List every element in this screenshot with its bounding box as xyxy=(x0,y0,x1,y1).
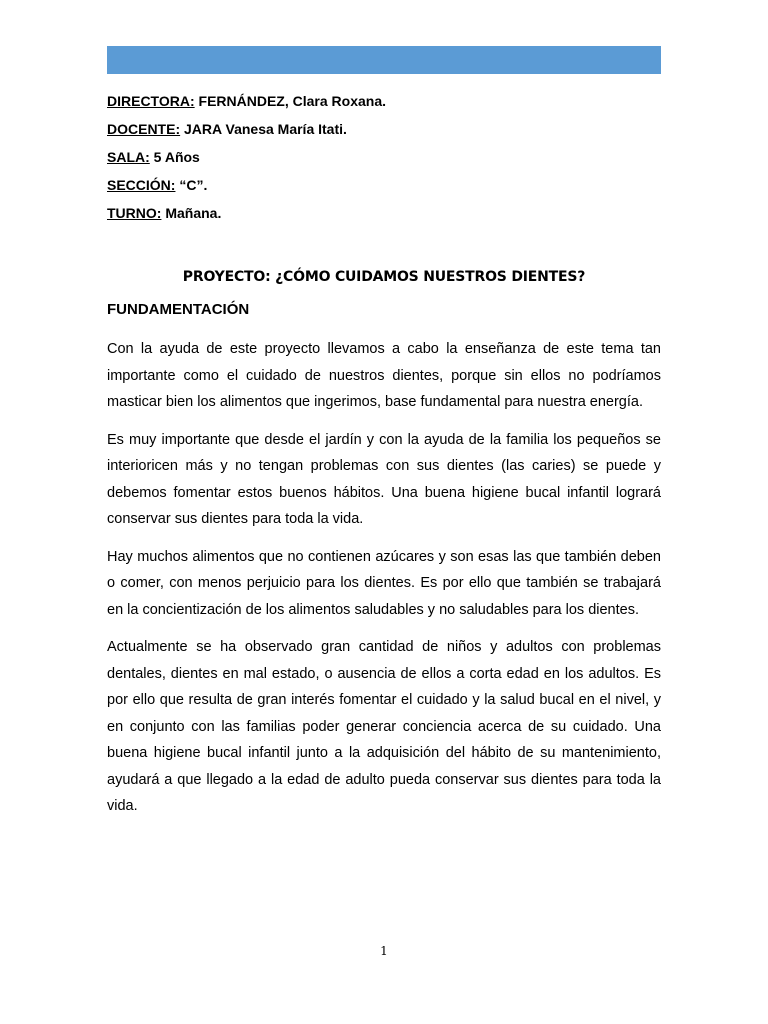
directora-line xyxy=(107,93,661,109)
docente-line xyxy=(107,121,661,137)
turno-line xyxy=(107,205,661,221)
seccion-line xyxy=(107,177,661,193)
directora-label: DIRECTORA: xyxy=(107,93,195,109)
paragraph: Hay muchos alimentos que no contienen azúcares y son esas las que también deben o comer, con menos perjuicio para los dientes. Es por ello que también se trabajará en la concientización de los alimentos saludables y no saludables para los dientes. xyxy=(107,548,661,618)
sala-label: SALA: xyxy=(107,149,150,165)
docente-value: JARA Vanesa María Itati. xyxy=(184,121,347,137)
paragraph: Con la ayuda de este proyecto llevamos a cabo la enseñanza de este tema tan importante como el cuidado de nuestros dientes, porque sin ellos no podríamos masticar bien los alimentos que ingerimos, base fundamental para nuestra energía. xyxy=(107,341,661,410)
turno-value: Mañana. xyxy=(165,205,222,221)
sala-line xyxy=(107,149,661,165)
directora-value: FERNÁNDEZ, Clara Roxana. xyxy=(198,93,387,109)
info-block xyxy=(107,93,661,233)
paragraph: Actualmente se ha observado gran cantidad de niños y adultos con problemas dentales, dientes en mal estado, o ausencia de ellos a corta edad en los adultos. Es por ello que resulta de gran interés fomentar el cuidado y la salud bucal en el nivel, y en conjunto con las familias poder generar conciencia acerca de su cuidado. Una buena higiene bucal infantil junto a la adquisición del hábito de su mantenimiento, ayudará a que llegado a la edad de adulto pueda conservar sus dientes para toda la vida. xyxy=(107,639,661,814)
sala-value: 5 Años xyxy=(153,149,200,165)
project-title: PROYECTO: ¿CÓMO CUIDAMOS NUESTROS DIENTES? xyxy=(182,269,586,285)
body-text xyxy=(107,336,661,831)
page-number: 1 xyxy=(380,944,388,958)
seccion-label: SECCIÓN: xyxy=(107,177,176,193)
seccion-value: “C”. xyxy=(179,177,208,193)
docente-label: DOCENTE: xyxy=(107,121,181,137)
paragraph: Es muy importante que desde el jardín y con la ayuda de la familia los pequeños se interioricen más y no tengan problemas con sus dientes (las caries) se puede y debemos fomentar estos buenos hábitos. Una buena higiene bucal infantil logrará conservar sus dientes para toda la vida. xyxy=(107,431,661,527)
turno-label: TURNO: xyxy=(107,205,162,221)
header-bar xyxy=(107,46,661,74)
section-heading: FUNDAMENTACIÓN xyxy=(107,301,250,318)
